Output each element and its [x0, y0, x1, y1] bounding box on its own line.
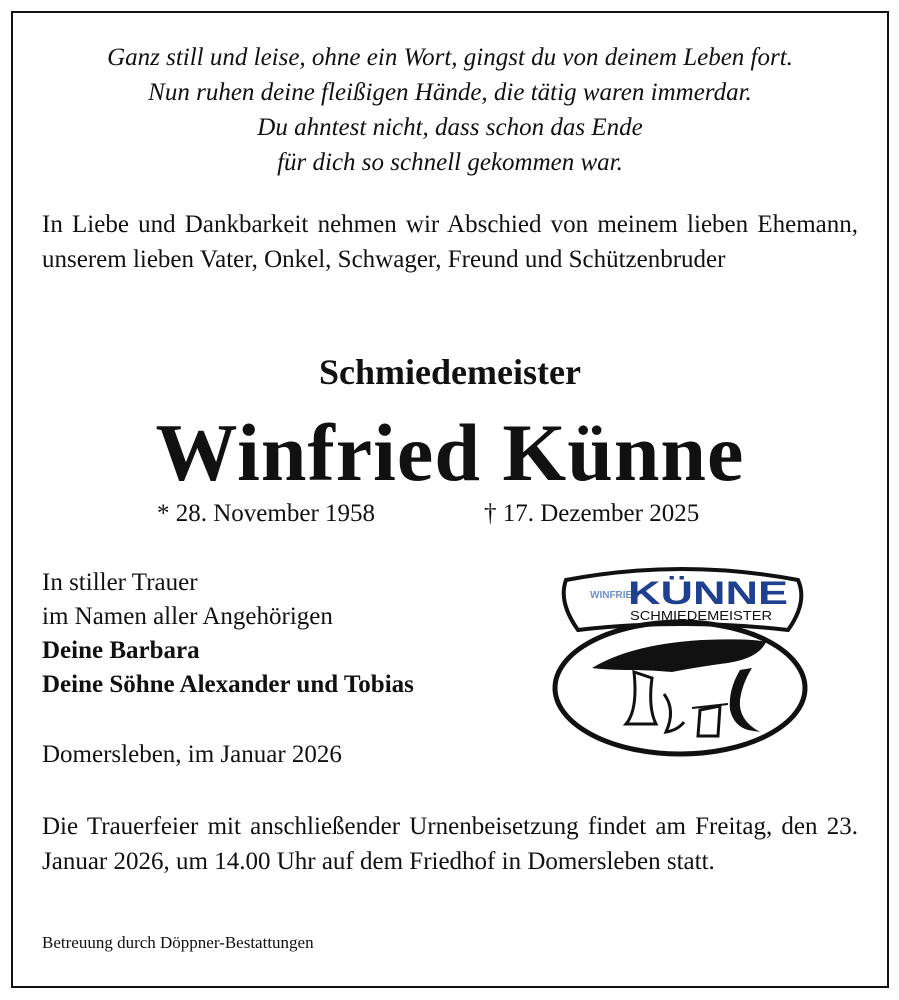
- death-date: † 17. Dezember 2025: [484, 500, 700, 527]
- intro-text: In Liebe und Dankbarkeit nehmen wir Abschied von meinem lieben Ehemann, unserem lieben Vater, Onkel, Schwager, Freund und Schützenbruder: [42, 211, 858, 273]
- mourners-line: im Namen aller Angehörigen: [42, 603, 333, 630]
- hammer-tongs-icon: [664, 694, 684, 732]
- mourner-spouse: Deine Barbara: [42, 637, 200, 664]
- mourners-block: [42, 566, 414, 702]
- poem-line: für dich so schnell gekommen war.: [277, 149, 623, 176]
- funeral-home-credit: Betreuung durch Döppner-Bestattungen: [42, 933, 314, 952]
- deceased-title: Schmiedemeister: [319, 352, 581, 392]
- service-info: Die Trauerfeier mit anschließender Urnenbeisetzung findet am Freitag, den 23. Januar 2026, um 14.00 Uhr auf dem Friedhof in Domersleben statt.: [42, 813, 858, 875]
- anvil-right-leg: [730, 668, 760, 732]
- poem-line: Nun ruhen deine fleißigen Hände, die tätig waren immerdar.: [148, 79, 752, 106]
- logo-oval: [555, 622, 805, 754]
- logo-name: KÜNNE: [628, 575, 788, 611]
- poem-line: Ganz still und leise, ohne ein Wort, gingst du von deinem Leben fort.: [107, 44, 793, 71]
- logo-prefix: WINFRIED: [590, 590, 640, 601]
- deceased-name: Winfried Künne: [155, 407, 745, 498]
- birth-date: * 28. November 1958: [157, 500, 376, 527]
- mourner-children: Deine Söhne Alexander und Tobias: [42, 671, 414, 698]
- poem: [13, 40, 887, 180]
- mourners-line: In stiller Trauer: [42, 569, 198, 596]
- anvil-left-leg: [626, 672, 656, 724]
- place-date: Domersleben, im Januar 2026: [42, 741, 342, 768]
- anvil-icon: [592, 639, 766, 672]
- anvil-base-block: [698, 706, 720, 736]
- logo-subtitle: SCHMIEDEMEISTER: [630, 608, 772, 623]
- blacksmith-logo: [552, 560, 812, 760]
- poem-line: Du ahntest nicht, dass schon das Ende: [257, 114, 643, 141]
